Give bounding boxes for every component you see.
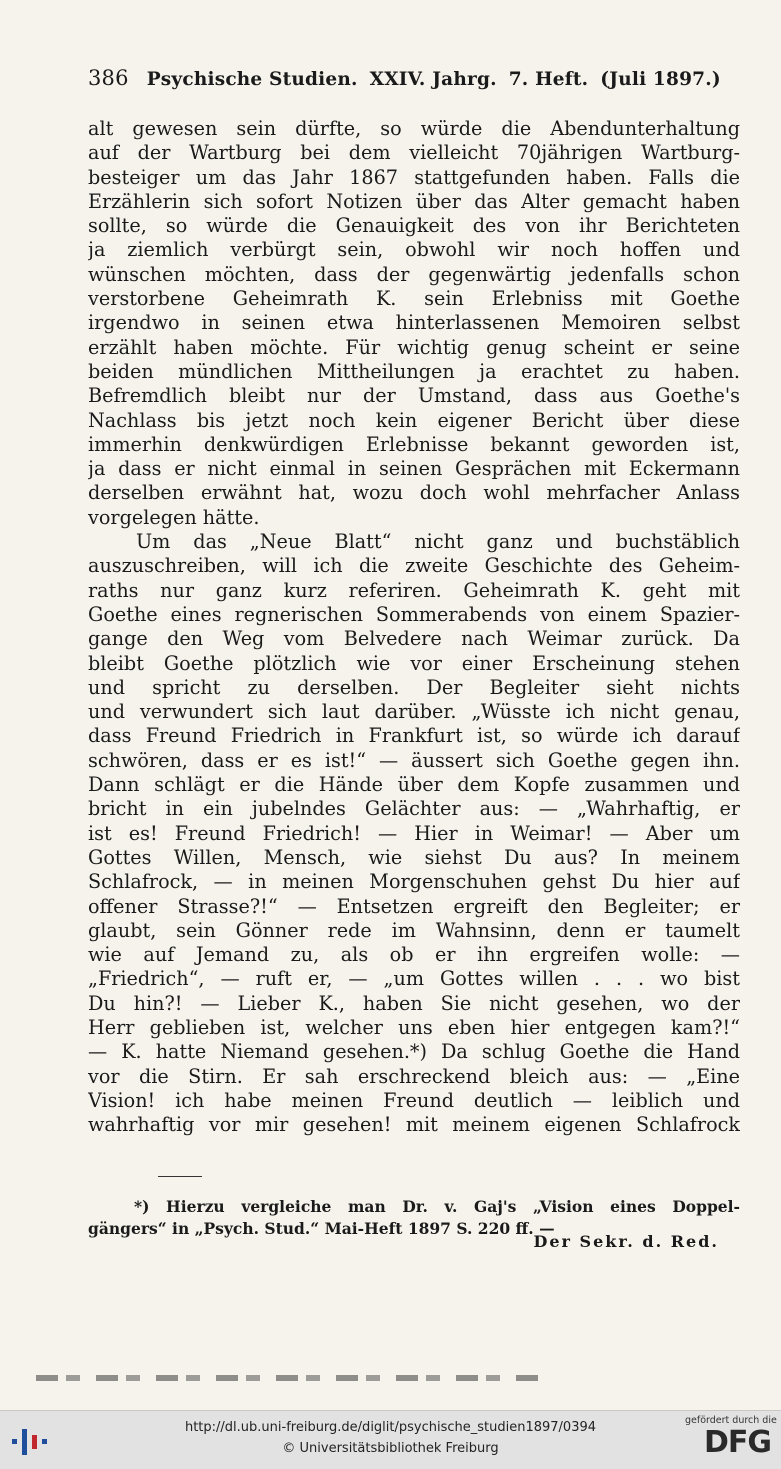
text-line: Du hin?! — Lieber K., haben Sie nicht gesehen, wo der [88,991,740,1015]
text-line: vorgelegen hätte. [88,505,260,529]
text-line: verstorbene Geheimrath K. sein Erlebniss mit Goethe [88,287,740,311]
text-line: wie auf Jemand zu, als ob er ihn ergreifen wolle: — [88,943,740,967]
dfg-caption: gefördert durch die [685,1415,777,1426]
journal-title: Psychische Studien. [146,69,358,90]
text-line: immerhin denkwürdigen Erlebnisse bekannt geworden ist, [88,432,740,456]
footnote-signature: Der Sekr. d. Red. [533,1232,719,1251]
footnote-line: gängers“ in „Psych. Stud.“ Mai-Heft 1897 S. 220 ff. — [88,1219,555,1238]
text-line: erzählt haben möchte. Für wichtig genug scheint er seine [88,335,740,359]
dfg-funding-badge [685,1415,777,1467]
text-line: glaubt, sein Gönner rede im Wahnsinn, denn er taumelt [88,918,740,942]
text-line: Gottes Willen, Mensch, wie siehst Du aus? In meinem [88,845,740,869]
footnote-line: *) Hierzu vergleiche man Dr. v. Gaj's „Vision eines Doppel- [134,1197,740,1216]
text-line: vor die Stirn. Er sah erschreckend bleich aus: — „Eine [88,1064,740,1088]
text-line: offener Strasse?!“ — Entsetzen ergreift den Begleiter; er [88,894,740,918]
text-line: Herr geblieben ist, welcher uns eben hier entgegen kam?!“ [88,1015,740,1039]
text-line: auf der Wartburg bei dem vielleicht 70jährigen Wartburg- [88,141,740,165]
text-line: Nachlass bis jetzt noch kein eigener Bericht über diese [88,408,740,432]
volume-label: XXIV. Jahrg. [369,69,497,90]
text-line: irgendwo in seinen etwa hinterlassenen Memoiren selbst [88,311,740,335]
text-line: Vision! ich habe meinen Freund deutlich — leiblich und [88,1088,740,1112]
text-line: ja dass er nicht einmal in seinen Gesprächen mit Eckermann [88,457,740,481]
issue-date: (Juli 1897.) [600,69,721,90]
text-line: wahrhaftig vor mir gesehen! mit meinem eigenen Schlafrock [88,1113,740,1137]
text-line: derselben erwähnt hat, wozu doch wohl mehrfacher Anlass [88,481,740,505]
text-line: und spricht zu derselben. Der Begleiter sieht nichts [88,675,740,699]
text-line: dass Freund Friedrich in Frankfurt ist, so würde ich darauf [88,724,740,748]
viewer-footer [0,1410,781,1469]
text-line: besteiger um das Jahr 1867 stattgefunden haben. Falls die [88,165,740,189]
text-line: bleibt Goethe plötzlich wie vor einer Erscheinung stehen [88,651,740,675]
text-line: alt gewesen sein dürfte, so würde die Abendunterhaltung [88,117,740,140]
article-body [88,117,740,1137]
copyright-notice: © Universitätsbibliothek Freiburg [282,1441,499,1456]
text-line: ist es! Freund Friedrich! — Hier in Weimar! — Aber um [88,821,740,845]
permalink-url[interactable]: http://dl.ub.uni-freiburg.de/diglit/psychische_studien1897/0394 [184,1420,597,1435]
text-line: Goethe eines regnerischen Sommerabends von einem Spazier- [88,602,740,626]
text-line: Erzählerin sich sofort Notizen über das Alter gemacht haben [88,189,740,213]
text-line: Um das „Neue Blatt“ nicht ganz und buchstäblich [136,530,740,554]
text-line: wünschen möchten, dass der gegenwärtig jedenfalls schon [88,262,740,286]
text-line: gange den Weg vom Belvedere nach Weimar zurück. Da [88,627,740,651]
text-line: sollte, so würde die Genauigkeit des von ihr Berichteten [88,214,740,238]
text-line: schwören, dass er es ist!“ — äussert sich Goethe gegen ihn. [88,748,740,772]
scan-artifact [36,1375,544,1381]
text-line: ja ziemlich verbürgt sein, obwohl wir noch hoffen und [88,238,740,262]
text-line: auszuschreiben, will ich die zweite Geschichte des Geheim- [88,554,740,578]
issue-label: 7. Heft. [508,69,589,90]
text-line: raths nur ganz kurz referiren. Geheimrath K. geht mit [88,578,740,602]
text-line: Schlafrock, — in meinen Morgenschuhen gehst Du hier auf [88,870,740,894]
text-line: Befremdlich bleibt nur der Umstand, dass aus Goethe's [88,384,740,408]
text-line: beiden mündlichen Mittheilungen ja erachtet zu haben. [88,359,740,383]
text-line: bricht in ein jubelndes Gelächter aus: — „Wahrhaftig, er [88,797,740,821]
text-line: — K. hatte Niemand gesehen.*) Da schlug Goethe die Hand [88,1040,740,1064]
text-line: „Friedrich“, — ruft er, — „um Gottes willen . . . wo bist [88,967,740,991]
dfg-logo: DFG [703,1425,771,1460]
text-line: und verwundert sich laut darüber. „Wüsste ich nicht genau, [88,700,740,724]
running-header [88,66,721,94]
footnote-rule [158,1176,202,1177]
page-number: 386 [88,66,129,90]
text-line: Dann schlägt er die Hände über dem Kopfe zusammen und [88,773,740,797]
